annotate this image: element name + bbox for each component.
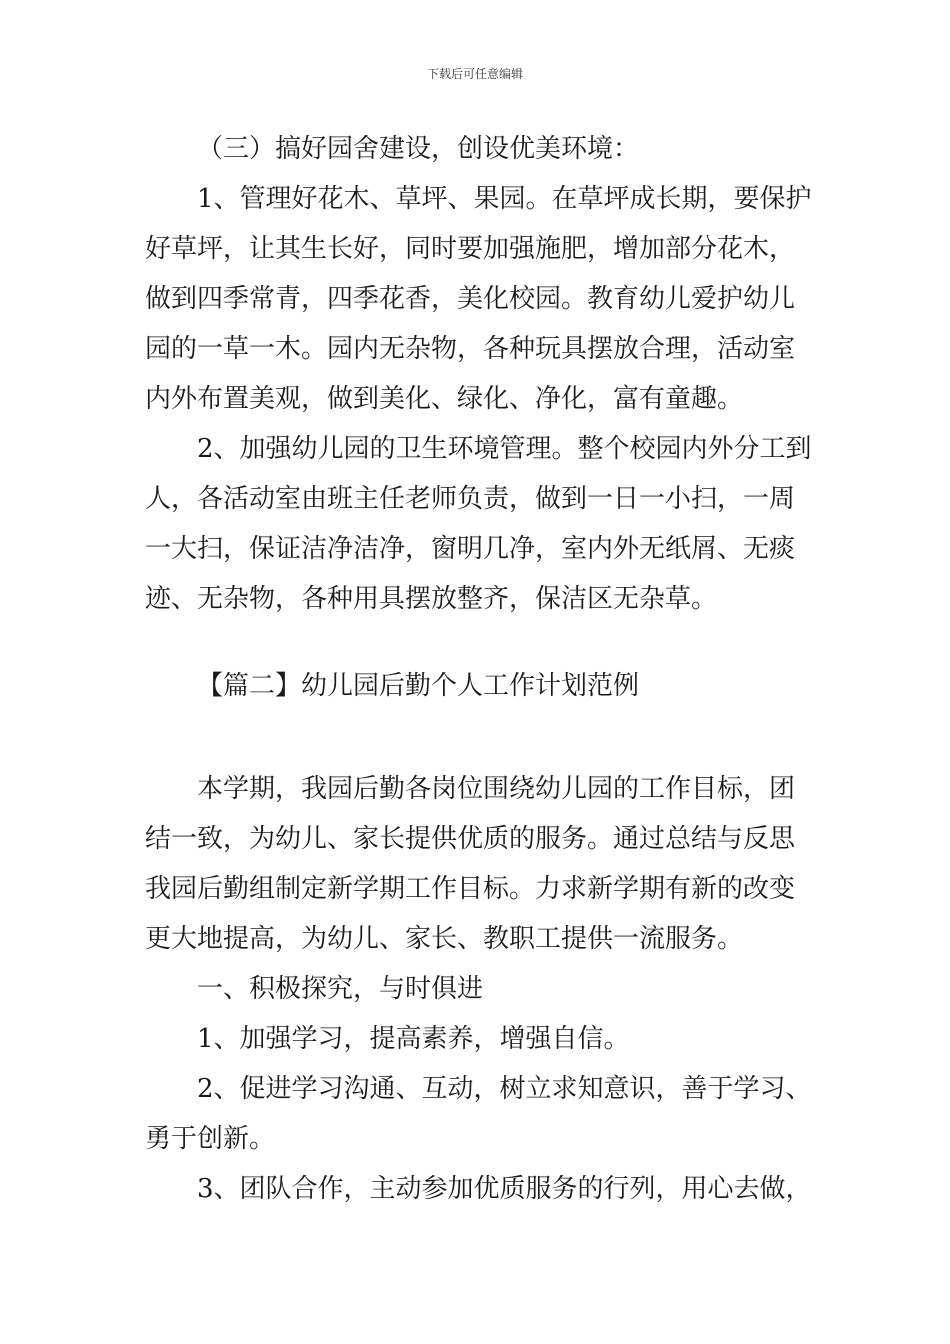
paragraph-line: 园的一草一木。园内无杂物，各种玩具摆放合理，活动室	[145, 334, 796, 364]
spacer	[145, 624, 810, 661]
paragraph-line: 人，各活动室由班主任老师负责，做到一日一小扫，一周	[145, 484, 796, 514]
section-heading: 【篇二】幼儿园后勤个人工作计划范例	[197, 671, 640, 701]
point-item-2	[145, 1064, 810, 1164]
point-item-3: 3、团队合作，主动参加优质服务的行列，用心去做，	[197, 1174, 812, 1204]
paragraph-line: 勇于创新。	[145, 1124, 276, 1154]
paragraph-line: 好草坪，让其生长好，同时要加强施肥，增加部分花木，	[145, 234, 796, 264]
paragraph-line: 本学期，我园后勤各岗位围绕幼儿园的工作目标，团	[197, 774, 796, 804]
paragraph-item-1	[145, 174, 810, 424]
paragraph-line: 1、管理好花木、草坪、果园。在草坪成长期，要保护	[197, 184, 812, 214]
paragraph-line: 结一致，为幼儿、家长提供优质的服务。通过总结与反思	[145, 824, 796, 854]
paragraph-item-2	[145, 424, 810, 624]
point-title: 一、积极探究，与时俱进	[197, 974, 484, 1004]
paragraph-line: 内外布置美观，做到美化、绿化、净化，富有童趣。	[145, 384, 744, 414]
spacer	[145, 711, 810, 764]
paragraph-line: 迹、无杂物，各种用具摆放整齐，保洁区无杂草。	[145, 584, 718, 614]
paragraph-line: 更大地提高，为幼儿、家长、教职工提供一流服务。	[145, 924, 744, 954]
section-title: （三）搞好园舍建设，创设优美环境：	[197, 134, 640, 164]
point-item-1: 1、加强学习，提高素养，增强自信。	[197, 1024, 630, 1054]
paragraph-line: 2、加强幼儿园的卫生环境管理。整个校园内外分工到	[197, 434, 812, 464]
paragraph-line: 一大扫，保证洁净洁净，窗明几净，室内外无纸屑、无痰	[145, 534, 796, 564]
paragraph-line: 2、促进学习沟通、互动，树立求知意识，善于学习、	[197, 1074, 812, 1104]
document-body	[145, 124, 810, 1214]
intro-paragraph	[145, 764, 810, 964]
header-note: 下载后可任意编辑	[426, 67, 523, 81]
paragraph-line: 做到四季常青，四季花香，美化校园。教育幼儿爱护幼儿	[145, 284, 796, 314]
paragraph-line: 我园后勤组制定新学期工作目标。力求新学期有新的改变	[145, 874, 796, 904]
